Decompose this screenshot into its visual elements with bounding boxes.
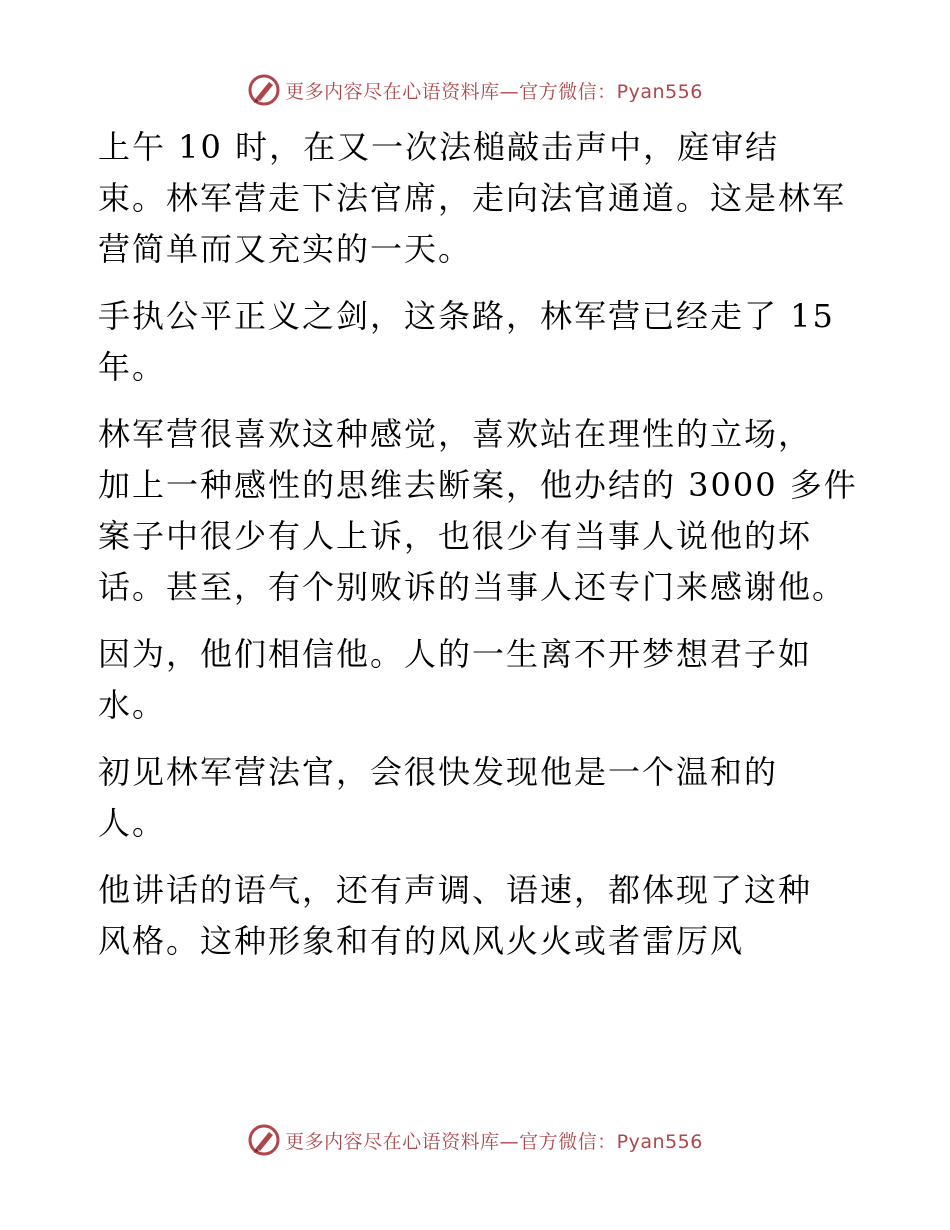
paragraph-line: 年。 xyxy=(98,348,167,386)
paragraph-line: 加上一种感性的思维去断案，他办结的 3000 多件 xyxy=(98,466,858,504)
header-banner-text: 更多内容尽在心语资料库—官方微信：Pyan556 xyxy=(285,80,703,103)
paragraph-line: 他讲话的语气，还有声调、语速，都体现了这种 xyxy=(98,871,813,909)
pen-logo-icon xyxy=(247,73,281,107)
header-banner xyxy=(0,70,950,110)
paragraph-line: 上午 10 时，在又一次法槌敲击声中，庭审结 xyxy=(98,128,780,166)
paragraph-3 xyxy=(98,409,858,613)
document-body xyxy=(98,122,858,983)
footer-banner-text: 更多内容尽在心语资料库—官方微信：Pyan556 xyxy=(285,1130,703,1153)
paragraph-line: 束。林军营走下法官席，走向法官通道。这是林军 xyxy=(98,179,847,217)
paragraph-1 xyxy=(98,122,858,275)
pen-logo-icon xyxy=(247,1123,281,1157)
paragraph-line: 案子中很少有人上诉，也很少有当事人说他的坏 xyxy=(98,517,813,555)
paragraph-line: 水。 xyxy=(98,686,167,724)
footer-banner xyxy=(0,1120,950,1160)
paragraph-4 xyxy=(98,629,858,731)
paragraph-line: 初见林军营法官，会很快发现他是一个温和的 xyxy=(98,753,779,791)
paragraph-6 xyxy=(98,865,858,967)
paragraph-line: 手执公平正义之剑，这条路，林军营已经走了 15 xyxy=(98,297,835,335)
paragraph-line: 因为，他们相信他。人的一生离不开梦想君子如 xyxy=(98,635,813,673)
paragraph-5 xyxy=(98,747,858,849)
paragraph-line: 营简单而又充实的一天。 xyxy=(98,230,473,268)
paragraph-line: 话。甚至，有个别败诉的当事人还专门来感谢他。 xyxy=(98,568,847,606)
paragraph-line: 林军营很喜欢这种感觉，喜欢站在理性的立场， xyxy=(98,415,813,453)
paragraph-line: 风格。这种形象和有的风风火火或者雷厉风 xyxy=(98,922,745,960)
paragraph-2 xyxy=(98,291,858,393)
paragraph-line: 人。 xyxy=(98,804,167,842)
